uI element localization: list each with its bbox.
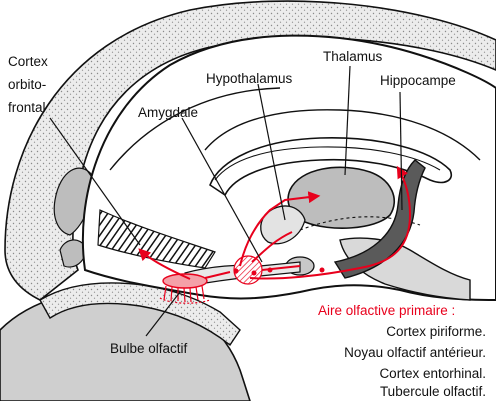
label-amygdale: Amygdale — [138, 105, 199, 120]
label-aire-item-3: Cortex entorhinal. — [379, 366, 486, 381]
label-cortex: Cortex — [8, 54, 48, 69]
label-orbito: orbito- — [8, 77, 47, 92]
label-bulbe-olfactif: Bulbe olfactif — [110, 341, 188, 356]
label-hypothalamus: Hypothalamus — [206, 71, 293, 86]
label-thalamus: Thalamus — [323, 49, 383, 64]
label-aire-item-2: Noyau olfactif antérieur. — [344, 345, 486, 360]
label-aire-olfactive-primaire: Aire olfactive primaire : — [318, 303, 456, 318]
label-hippocampe: Hippocampe — [380, 73, 456, 88]
label-aire-item-4: Tubercule olfactif. — [379, 384, 486, 399]
label-frontal: frontal — [8, 100, 46, 115]
label-aire-item-1: Cortex piriforme. — [386, 324, 486, 339]
